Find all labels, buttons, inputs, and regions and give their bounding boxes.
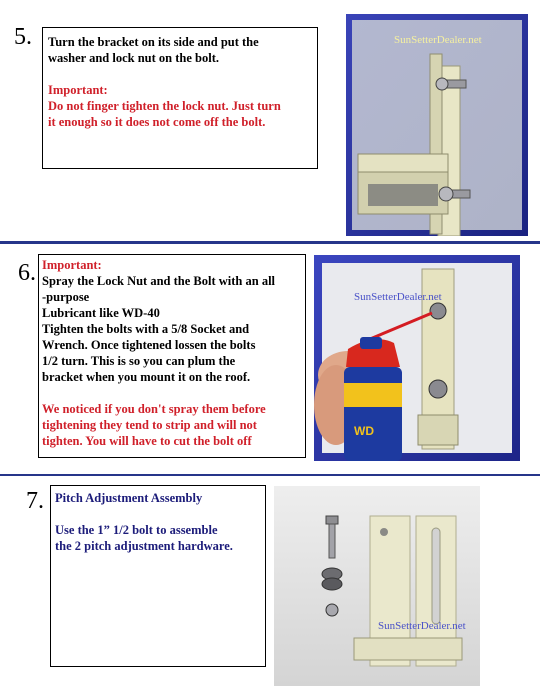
step-5-important-line: Do not finger tighten the lock nut. Just turn [48, 99, 281, 113]
step-6-text-line: Tighten the bolts with a 5/8 Socket and [42, 322, 250, 336]
step-6-warning-line: We noticed if you don't spray them before [42, 402, 266, 416]
step-5-text-line: Turn the bracket on its side and put the [48, 35, 259, 49]
step-6-text-line: -purpose [42, 290, 90, 304]
step-7-photo [274, 486, 480, 686]
step-6-important-label: Important: [42, 258, 102, 272]
bracket-side-photo [346, 14, 528, 236]
step-5-watermark: SunSetterDealer.net [394, 34, 482, 46]
step-7-title: Pitch Adjustment Assembly [55, 491, 203, 505]
wd40-can-label: WD [354, 424, 374, 438]
step-5-text-line: washer and lock nut on the bolt. [48, 51, 219, 65]
step-6-text-line: Wrench. Once tightened lossen the bolts [42, 338, 256, 352]
step-5-important-label: Important: [48, 83, 108, 97]
section-divider [0, 474, 540, 476]
pitch-hardware-photo [274, 486, 480, 686]
step-6-photo [314, 255, 520, 461]
step-5-photo [346, 14, 528, 236]
step-7-number: 7. [26, 488, 44, 514]
step-6-text-line: Lubricant like WD-40 [42, 306, 160, 320]
step-6-number: 6. [18, 260, 36, 286]
step-6-instruction-box [38, 254, 306, 458]
step-6-text-line: 1/2 turn. This is so you can plum the [42, 354, 236, 368]
spray-lubricant-photo [314, 255, 520, 461]
step-6-warning-line: tighten. You will have to cut the bolt off [42, 434, 252, 448]
section-divider [0, 241, 540, 244]
step-6-watermark: SunSetterDealer.net [354, 291, 442, 303]
step-6-text-line: bracket when you mount it on the roof. [42, 370, 251, 384]
step-7-watermark: SunSetterDealer.net [378, 620, 466, 632]
step-6-warning-line: tightening they tend to strip and will not [42, 418, 257, 432]
step-7-instruction-box [50, 485, 266, 667]
step-5-important-line: it enough so it does not come off the bolt. [48, 115, 266, 129]
step-7-text-line: the 2 pitch adjustment hardware. [55, 539, 233, 553]
step-5-instruction-box [42, 27, 318, 169]
step-7-text-line: Use the 1” 1/2 bolt to assemble [55, 523, 218, 537]
step-5-number: 5. [14, 24, 32, 50]
step-6-text-line: Spray the Lock Nut and the Bolt with an all [42, 274, 276, 288]
